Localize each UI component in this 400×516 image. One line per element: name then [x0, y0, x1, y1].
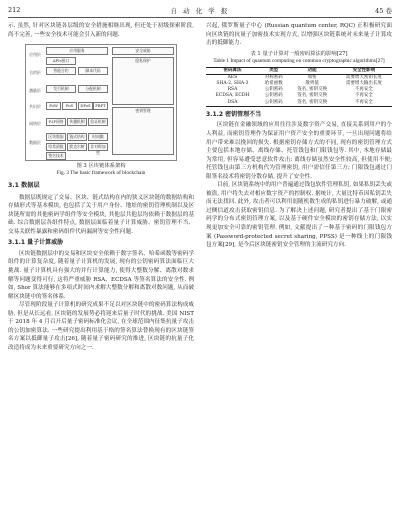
block-api: APIs接口 — [46, 57, 76, 65]
layer-label: 共识层 — [29, 104, 41, 110]
block-p2p: P2P网络 — [46, 118, 66, 126]
table-cell: 需要增大输出长度 — [345, 81, 382, 87]
volume-label: 45 卷 — [375, 7, 392, 15]
block-propagation: 传播机制 — [67, 118, 87, 126]
page-number: 212 — [8, 6, 21, 14]
table-cell: 公钥密码 — [264, 93, 283, 99]
block-privacy: 隐私保护 — [112, 57, 174, 105]
column-header: 类型 — [259, 67, 289, 74]
block-merkle: 默克尔树 — [67, 143, 87, 151]
subsection-title: 3.1.1 量子计算威胁 — [8, 239, 64, 247]
block-verification: 验证机制 — [88, 118, 108, 126]
left-column — [8, 22, 194, 352]
paragraph: 示. 虽然, 针对区块链各层级的安全措施相继出现, 但还处于初级探索阶段, 尚不完善, 一些安全技术可能会引入新的问题. — [8, 23, 194, 38]
paragraph: 兴起, 俄罗斯量子中心 (Russian quantum center, RQC) 正积极研究面向区块链的抗量子加密技术实现方式, 以增强区块链系统对未来量子计算攻击的抵御能力. — [206, 23, 392, 47]
journal-title: 自 动 化 学 报 — [170, 7, 230, 15]
table-cell: 对称密码 — [264, 74, 283, 80]
table-cell: ECDSA, ECDH — [215, 93, 250, 99]
table-header-row — [206, 67, 392, 74]
table-cell: 散列值 — [305, 81, 319, 87]
table-cell: 公钥密码 — [259, 100, 289, 107]
block-timestamp: 时间戳 — [88, 133, 108, 141]
table-cell: SHA-2, SHA-3 — [216, 81, 249, 87]
table-cell: 签名, 密钥交换 — [297, 93, 328, 99]
block-pow: PoW — [46, 102, 61, 110]
table-cell: 公钥密码 — [264, 87, 283, 93]
figure-3-framework — [25, 44, 177, 161]
block-key-management: 密钥管理 — [112, 107, 174, 155]
table-cell: 需要增大密钥长度 — [345, 74, 382, 80]
table-cell: 哈希函数 — [264, 81, 283, 87]
page-header — [8, 4, 392, 16]
paragraph: 区块链数据层中的交易和区块安全依赖于数字签名、哈希函数等密码学组件的计算复杂度, 随着量子计算机的发展, 现有的公钥密码算法面临巨大挑战. 量子计算机具有强大的并行计算能力, 使得大整数分解、离散对数求解等问题变得可行, 这将严重威胁 RSA、ECDSA 等签名算法的安全性. 例如, Shor 算法能够在多项式时间内求解大整数分解和离散对数问题, 从而破解区块链中的签名体系. — [8, 250, 194, 300]
table-caption-cn: 表 1 量子计算对一般密码算法的影响[27] — [250, 50, 348, 57]
table-row — [206, 100, 392, 107]
table-caption-en: Table 1 Impact of quantum computing on common cryptographic algorithms[27] — [213, 57, 385, 64]
layer-label: 应用层 — [29, 52, 41, 58]
table-cell: 不再安全 — [336, 100, 392, 107]
paragraph: 尽管现阶段量子计算机的研究成果不足以对区块链中的密码算法构成威胁, 但是从长远看, 区块链的发展势必将迎来后量子时代的挑战. 美国 NIST 于 2018 年 4 月召开后量子密码标准化会议, 在全球范围内征集抗量子攻击的公钥加密算法. 一些研究提出利用基于格的签名算法替换现有的区块链签名方案以抵御量子攻击[26], 随着量子密码研究的推进, 区块链的抗量子化改造将成为未来重要研究方向之一. — [8, 302, 194, 351]
table-cell: 不再安全 — [354, 87, 373, 93]
block-distribution: 分配机制 — [78, 85, 108, 93]
table-cell: DSA — [206, 100, 259, 107]
column-header: 功能 — [289, 67, 336, 74]
block-issuance: 发行机制 — [46, 85, 76, 93]
block-hash: 哈希函数 — [46, 143, 66, 151]
table-row — [206, 93, 392, 99]
block-pbft: PBFT — [93, 102, 108, 110]
block-signature: 签名技术 — [46, 152, 66, 160]
table-cell: AES — [227, 74, 238, 80]
block-app-service: 应用服务 — [46, 47, 108, 55]
paragraph: 目前, 区块链系统中的用户普遍通过钱包软件管理私钥, 如果私钥丢失或被盗, 用户将失去对相应数字资产的控制权. 据统计, 大量比特币因私钥丢失而无法找回. 此外, 攻击者可以利用弱随机数生成的私钥进行暴力破解, 或通过侧信道攻击获取密钥信息. 为了解决上述问题, 研究者提出了基于门限密码学的分布式密钥管理方案, 以及基于硬件安全模块的密钥存储方法, 以实现更加安全可靠的密钥管理. 例如, 文献提出了一种基于密码的门限钱包方案 (Password-protected secret sharing, PPSS) 是一种线上的门限钱包方案[29], 是今后区块链密钥安全管理的主流研究方向. — [206, 182, 392, 249]
block-smart-contract: 智能合约 — [46, 67, 76, 75]
block-dpos: DPoS — [78, 102, 93, 110]
table-cell: 签名, 密钥交换 — [289, 100, 336, 107]
section-title: 3.1 数据层 — [8, 182, 40, 190]
block-asymmetric: 非对称加密 — [88, 143, 108, 151]
subsection-title: 3.1.2 密钥管理不当 — [206, 110, 262, 118]
table-cell: 加密 — [307, 74, 317, 80]
table-cell: RSA — [227, 87, 238, 93]
layer-label: 数据层 — [29, 140, 41, 146]
right-column — [206, 22, 392, 250]
layer-label: 激励层 — [29, 88, 41, 94]
block-data: 区块数据 — [46, 133, 66, 141]
layer-label: 合约层 — [29, 70, 41, 76]
table-1 — [206, 67, 392, 107]
layer-label: 网络层 — [29, 121, 41, 127]
block-chain: 链式结构 — [67, 133, 87, 141]
table-cell: 签名, 密钥交换 — [297, 87, 328, 93]
figure-caption-en: Fig. 3 The basic framework of blockchain — [56, 170, 146, 177]
block-security-threat: 安全威胁 — [112, 47, 174, 55]
paragraph: 数据层既规定了交易、区块、链式结构在内的狭义区块链的数据结构和存储形式等基本模块, 也包括了关于用户身份、地址的密钥管理机制以及区块链所需的其他密码学组件等安全模块, 其他层共他层均依赖于数据层的基础. 综合数据层各组件特点, 数据层面临着量子计算威胁、密钥管理不当、交易关联性暴露和密码组件代码漏洞等安全性问题. — [8, 194, 194, 235]
header-rule — [8, 17, 392, 18]
figure-caption-cn: 图 3 区块链体系架构 — [76, 163, 126, 170]
column-header: 安全性影响 — [336, 67, 392, 74]
block-script: 脚本代码 — [78, 67, 108, 75]
paragraph: 区块链在金融领域的应用往往涉及数字资产交易, 直接关系到用户的个人利益, 而密钥管理作为保证用户资产安全的重要环节, 一旦出现问题将给用户带来难以挽回的损失. 根据密钥存储方式的不同, 现有的密钥管理方式主要包括本地存储、离线存储、托管钱包和门限钱包等. 其中, 本地存储最为常用, 但容易遭受恶意软件攻击; 离线存储虽然安全性较高, 但使用不便; 托管钱包由第三方机构代为管理密钥, 用户需信任第三方; 门限钱包通过门限签名技术将密钥分散存储, 提升了安全性. — [206, 122, 392, 180]
column-header: 密码算法 — [206, 67, 259, 74]
block-pos: PoS — [62, 102, 77, 110]
table-cell: 不再安全 — [354, 93, 373, 99]
